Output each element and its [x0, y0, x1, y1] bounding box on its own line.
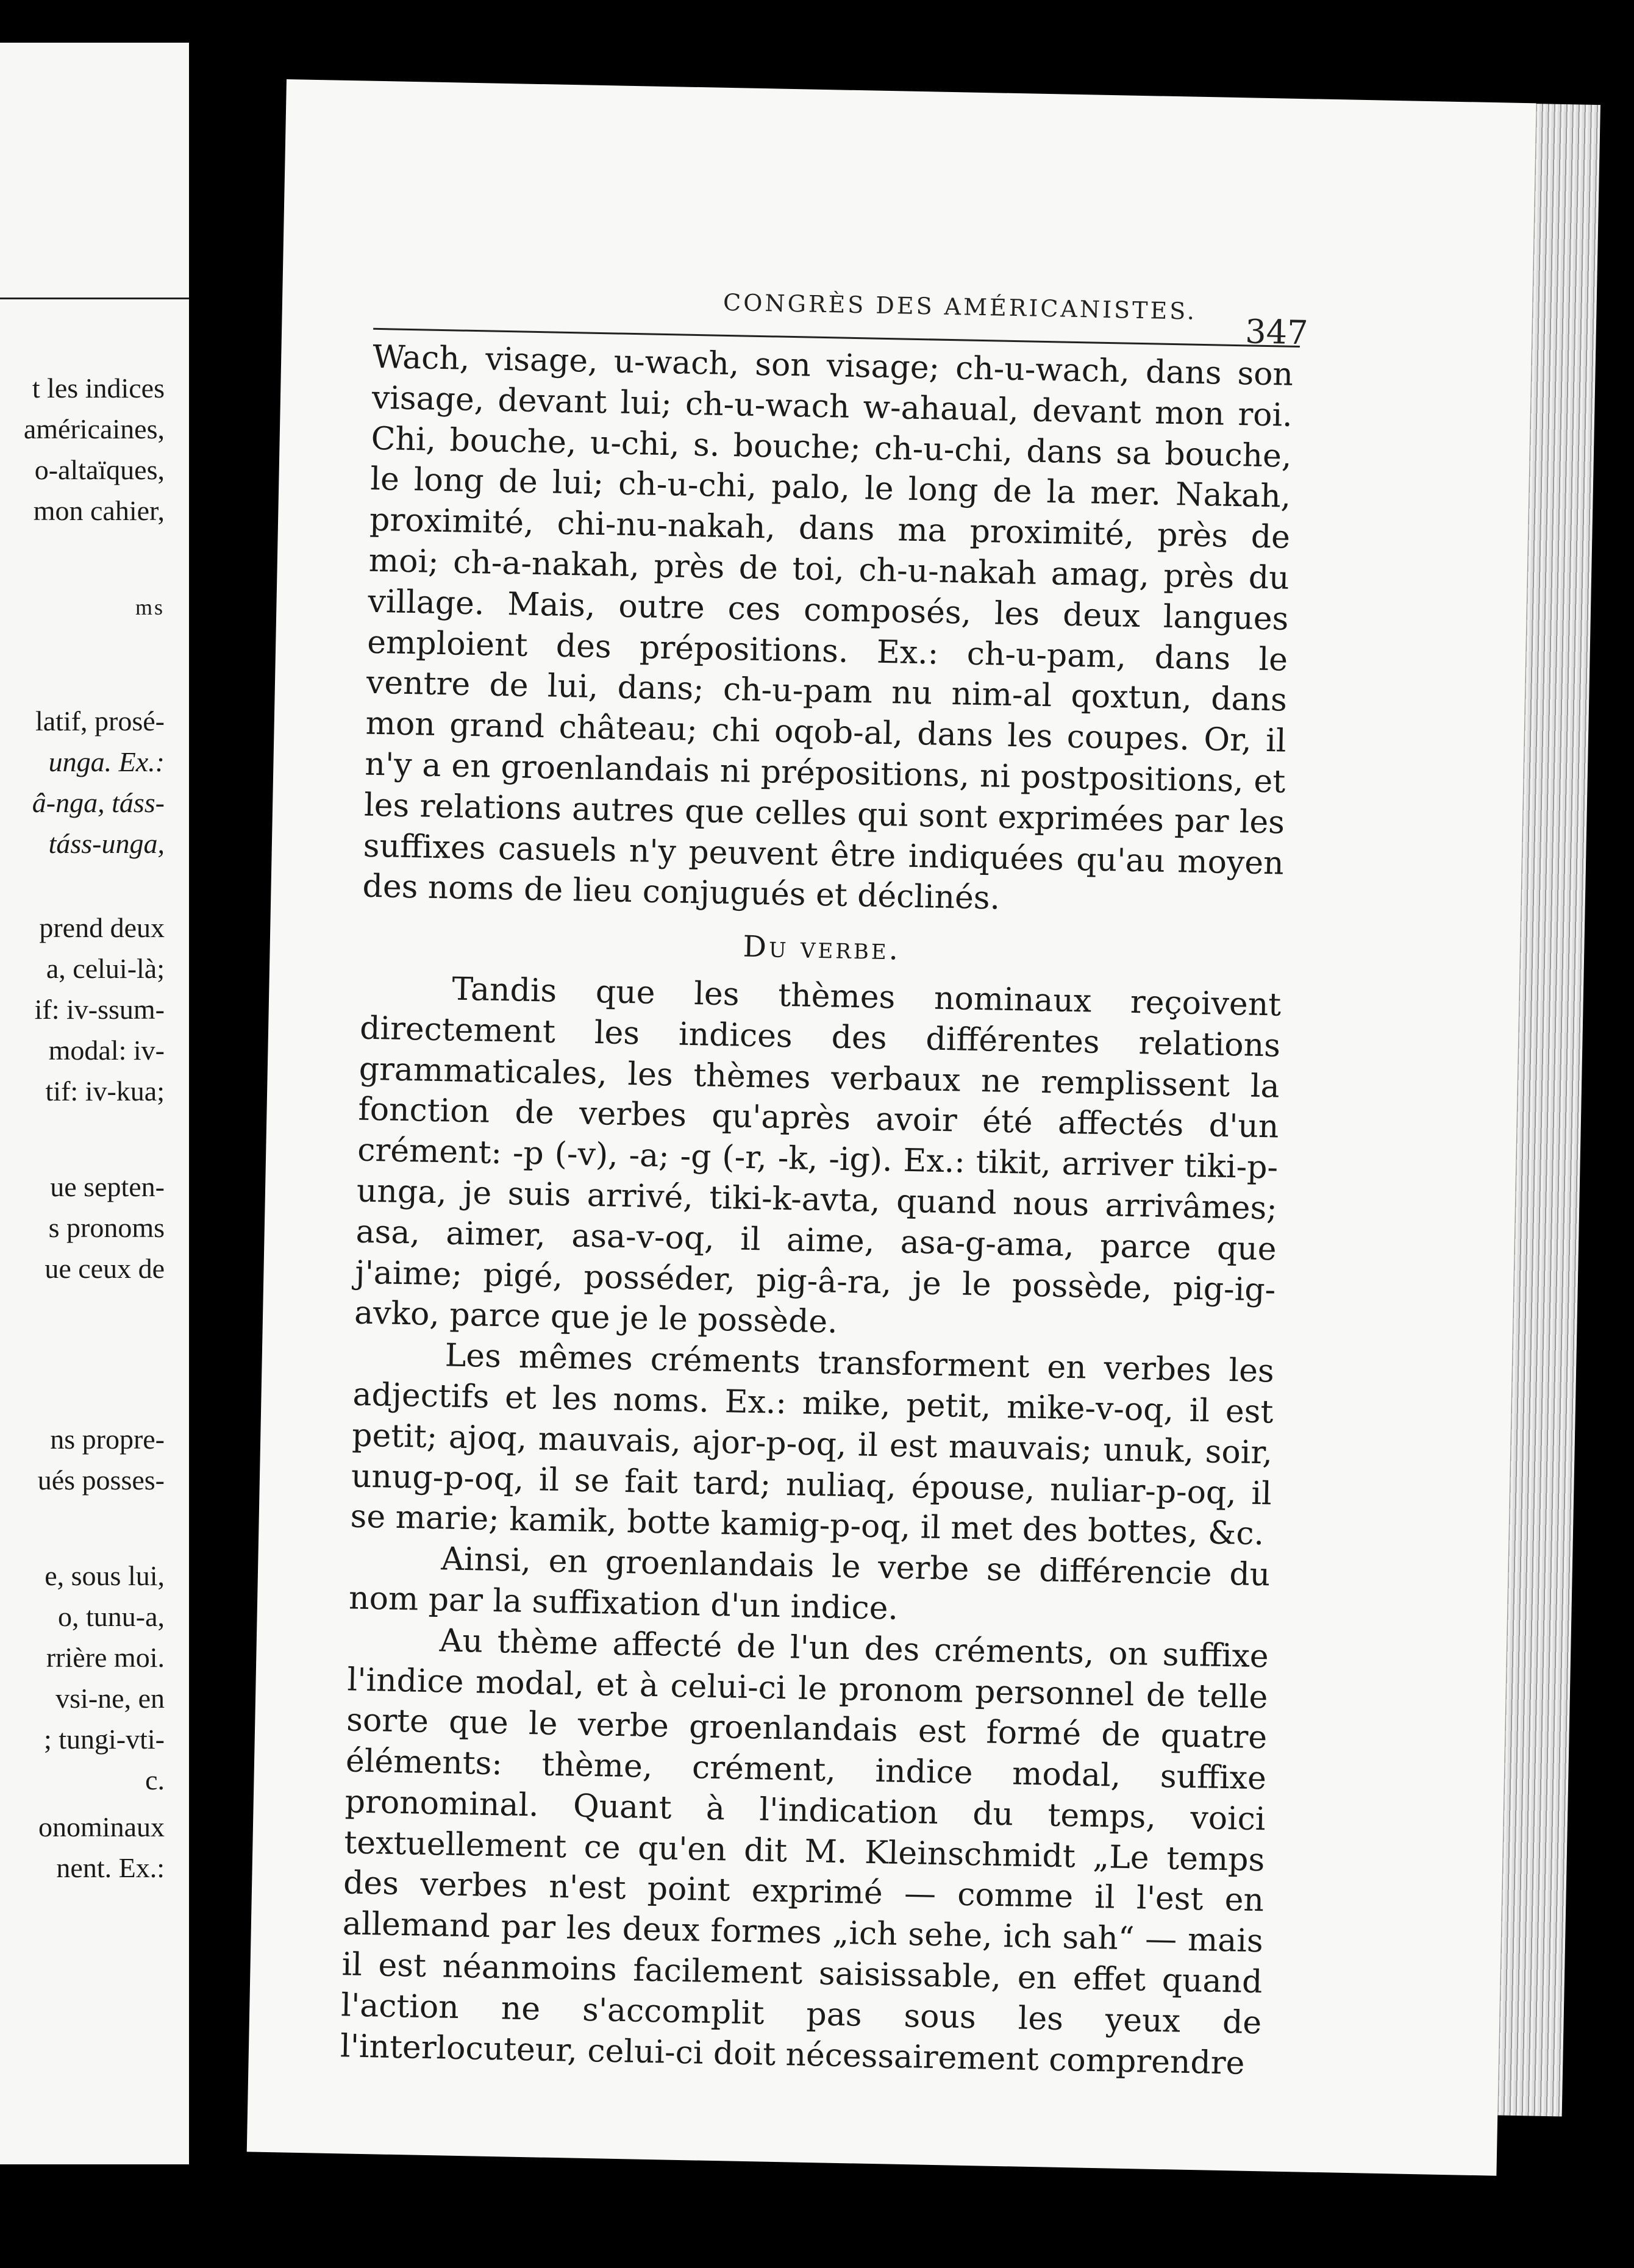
left-line: o-altaïques, [34, 454, 165, 485]
left-line: ms [135, 595, 165, 619]
left-line: latif, prosé- [35, 705, 165, 736]
body-text [340, 337, 1293, 2084]
left-line: e, sous lui, [45, 1560, 165, 1591]
left-line: t les indices [32, 373, 165, 404]
paragraph: Les mêmes créments transforment en verbes les adjectifs et les noms. Ex.: mike, petit, mike-v-oq, il est petit; ajoq, mauvais, ajor-p-oq, il est mauvais; unuk, soir, unug-p-oq, il se fait tard; nuliaq, épouse, nuliar-p-oq, il se marie; kamik, botte kamig-p-oq, il met des bottes, &c. [350, 1337, 1275, 1553]
left-page [0, 43, 195, 2164]
left-line: mon cahier, [33, 495, 165, 526]
left-line: modal: iv- [48, 1035, 165, 1066]
left-line: ue septen- [50, 1171, 165, 1202]
paragraph: Ainsi, en groenlandais le verbe se différencie du nom par la suffixation d'un indice. [348, 1541, 1271, 1627]
paragraph: Tandis que les thèmes nominaux reçoivent directement les indices des différentes relations grammaticales, les thèmes verbaux ne remplissent la fonction de verbes qu'après avoir été affectés d'un crément: -p (-v), -a; -g (-r, -k, -ig). Ex.: tikit, arriver tiki-p-unga, je suis arrivé, tiki-k-avta, quand nous arrivâmes; asa, aimer, asa-v-oq, il aime, asa-g-ama, parce que j'aime; pigé, posséder, pig-â-ra, je le possède, pig-ig-avko, parce que je le possède. [354, 971, 1282, 1341]
left-line: if: iv-ssum- [34, 994, 165, 1025]
left-line: tif: iv-kua; [45, 1075, 165, 1107]
left-line: ns propre- [50, 1424, 165, 1455]
left-line: ués posses- [37, 1464, 165, 1496]
page-number: 347 [1244, 312, 1309, 352]
left-line: rrière moi. [46, 1642, 165, 1673]
left-line: vsi-ne, en [55, 1683, 165, 1714]
section-title: Du verbe. [743, 929, 901, 967]
left-line: a, celui-là; [46, 953, 165, 984]
left-line: táss-unga, [48, 828, 165, 859]
left-line: â-nga, táss- [32, 787, 165, 818]
right-page [247, 79, 1536, 2176]
left-page-rule [0, 298, 195, 299]
paragraph: Wach, visage, u-wach, son visage; ch-u-wach, dans son visage, devant lui; ch-u-wach w-ahaual, devant mon roi. Chi, bouche, u-chi, s. bouche; ch-u-chi, dans sa bouche, le long de lui; ch-u-chi, palo, le long de la mer. Nakah, proximité, chi-nu-nakah, dans ma proximité, près de moi; ch-a-nakah, près de toi, ch-u-nakah amag, près du village. Mais, outre ces composés, les deux langues emploient des prépositions. Ex.: ch-u-pam, dans le ventre de lui, dans; ch-u-pam nu nim-al qoxtun, dans mon grand château; chi oqob-al, dans les coupes. Or, il n'y a en groenlandais ni prépositions, ni postpositions, et les relations autres que celles qui sont exprimées par les suffixes casuels n'y peuvent être indiquées qu'au moyen des noms de lieu conjugués et déclinés. [362, 338, 1294, 918]
running-head: CONGRÈS DES AMÉRICANISTES. [722, 288, 1197, 325]
left-line: ; tungi-vti- [43, 1724, 165, 1755]
left-line: unga. Ex.: [48, 746, 165, 777]
left-line: onominaux [38, 1811, 165, 1842]
left-line: américaines, [23, 413, 165, 444]
left-line: o, tunu-a, [57, 1601, 165, 1632]
left-line: prend deux [39, 912, 165, 943]
paragraph: Au thème affecté de l'un des créments, on suffixe l'indice modal, et à celui-ci le pronom personnel de telle sorte que le verbe groenlandais est formé de quatre éléments: thème, crément, indice modal, suffixe pronominal. Quant à l'indication du temps, voici textuellement ce qu'en dit M. Kleinschmidt „Le temps des verbes n'est point exprimé — comme il l'est en allemand par les deux formes „ich sehe, ich sah“ — mais il est néanmoins facilement saisissable, en effet quand l'action ne s'accomplit pas sous les yeux de l'interlocuteur, celui-ci doit nécessairement comprendre [340, 1622, 1269, 2082]
left-line: nent. Ex.: [56, 1852, 165, 1883]
left-line: ue ceux de [45, 1253, 165, 1284]
left-line: c. [145, 1764, 165, 1795]
left-line: s pronoms [48, 1212, 165, 1243]
